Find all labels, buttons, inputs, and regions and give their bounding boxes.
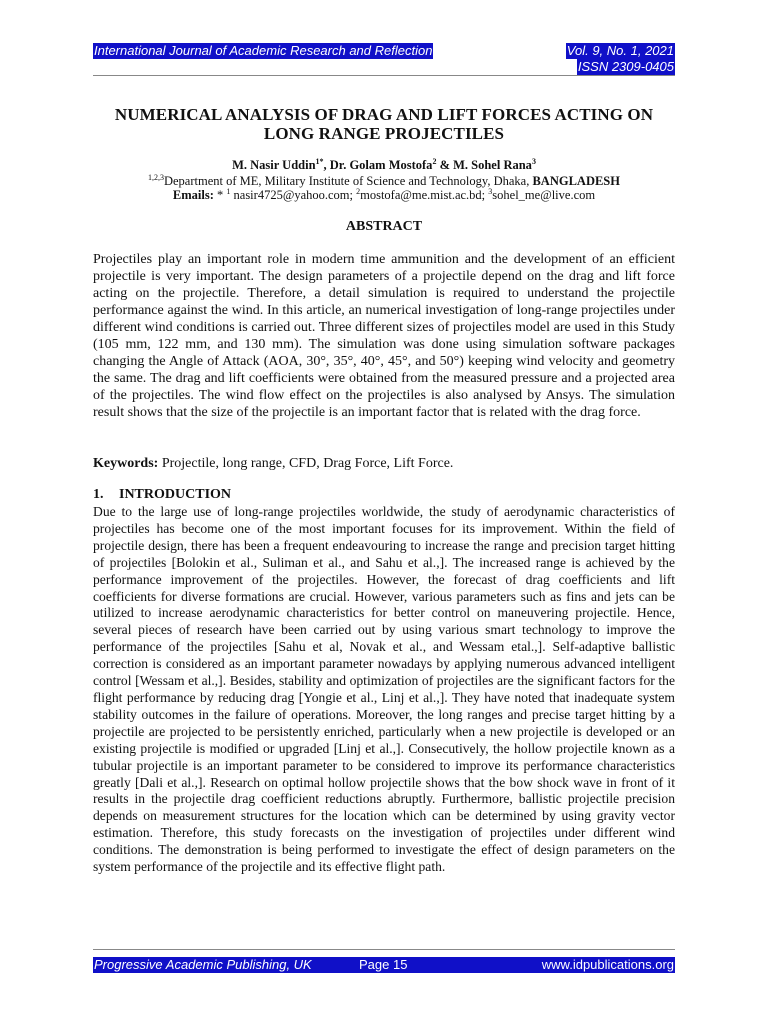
email-1-sup: 1 [226, 186, 231, 196]
header-rule [93, 75, 675, 76]
keywords [93, 455, 675, 472]
section-heading-introduction [93, 487, 231, 503]
keywords-label: Keywords: [93, 456, 159, 471]
emails-star: * [213, 188, 227, 202]
keywords-text: Projectile, long range, CFD, Drag Force, Lift Force. [158, 456, 454, 471]
author-2-sup: 2 [432, 156, 437, 166]
author-separator: , [323, 158, 330, 172]
abstract-heading: ABSTRACT [345, 219, 423, 234]
footer-url[interactable]: www.idpublications.org [541, 957, 674, 972]
affiliation-text: Department of ME, Military Institute of Science and Technology, Dhaka, [163, 174, 533, 188]
journal-name: International Journal of Academic Research and Reflection [94, 43, 433, 58]
volume-info: Vol. 9, No. 1, 2021 [566, 43, 674, 58]
author-separator: & [436, 158, 454, 172]
author-3-sup: 3 [531, 156, 536, 166]
footer-rule [93, 949, 675, 950]
author-2: Dr. Golam Mostofa [329, 158, 433, 172]
introduction-text: Due to the large use of long-range projectiles worldwide, the study of aerodynamic characteristics of projectiles has become one of the most important focuses for its improvement. Within the field of projectile design, there has been a frequent endeavouring to increase the range and precision target hitting of projectiles [Bolokin et al., Suliman et al., and Sahu et al.,]. The increased range is achieved by the performance improvement of the projectiles. However, the forecast of drag coefficients and lift coefficients for diverse formations are crucial. However, various parameters such as fins and jets can be utilized to increase aerodynamic characteristics for better control on maneuvering projectile. Hence, several pieces of research have been carried out by using various smart technology to improve the performance of the projectiles [Sahu et al, Novak et al., and Wessam etal.,]. Self-adaptive ballistic correction is considered as an important parameter nowadays by applying numerous advanced intelligent control [Wessam et al.,]. Besides, stability and optimization of projectiles are the significant factors for the flight performance by reducing drag [Yongie et al., Linj et al.,]. They have noted that inadequate system stability outcomes in the failure of operations. Moreover, the long ranges and precise target hitting by a projectile are projected to be persistently enriched, particularly when a new projectile is developed or an existing projectile is modified or upgraded [Linj et al.,]. Consecutively, the hollow projectile known as a tubular projectile is an important parameter to be considered to improve its performance characteristics greatly [Dali et al.,]. Research on optimal hollow projectile shows that the bow shock wave in front of it results in the projectile drag coefficient reductions abruptly. Furthermore, ballistic projectile precision depends on measurement structures for the location which can be determined by using gravity vector estimation. Therefore, this study forecasts on the investigation of projectiles under different wind conditions. The demonstration is being performed to investigate the effect of design parameters on the system performance of the projectile and its effective flight path. [93, 504, 675, 875]
issue-info [566, 43, 675, 75]
page-number: Page 15 [359, 957, 408, 972]
affiliation [93, 174, 675, 188]
author-1-sup: 1* [315, 156, 324, 166]
affiliation-sup: 1,2,3 [147, 172, 164, 182]
email-3[interactable]: sohel_me@live.com [492, 188, 596, 202]
abstract-text: Projectiles play an important role in modern time ammunition and the development of an efficient projectile is very important. The design parameters of a projectile depend on the drag and lift force acting on the projectile. Therefore, a detail simulation is required to understand the projectile performance against the wind. In this article, an numerical investigation of long-range projectiles under different wind conditions is carried out. Three different sizes of projectiles model are used in this Study (105 mm, 122 mm, and 130 mm). The simulation was done using simulation software packages changing the Angle of Attack (AOA, 30°, 35°, 40°, 45°, and 50°) keeping wind velocity and geometry the same. The drag and lift coefficients were obtained from the measured pressure and a projected area of the projectiles. The wind flow effect on the projectiles is also analysed by Ansys. The simulation result shows that the size of the projectile is an important factor that is related with the drag force. [93, 252, 675, 420]
email-3-sup: 3 [488, 186, 493, 196]
email-1[interactable]: nasir4725@yahoo.com; [230, 188, 357, 202]
paper-title: NUMERICAL ANALYSIS OF DRAG AND LIFT FORCES ACTING ON LONG RANGE PROJECTILES [114, 105, 654, 143]
section-number: 1. [93, 487, 104, 502]
emails [93, 188, 675, 202]
email-2-sup: 2 [356, 186, 361, 196]
affiliation-country: BANGLADESH [532, 174, 620, 188]
footer-publisher: Progressive Academic Publishing, UK [94, 957, 312, 972]
email-2[interactable]: mostofa@me.mist.ac.bd; [360, 188, 489, 202]
author-1: M. Nasir Uddin [232, 158, 316, 172]
footer-bar [93, 957, 675, 973]
author-list [93, 158, 675, 172]
emails-label: Emails: [172, 188, 214, 202]
section-title: INTRODUCTION [119, 487, 232, 502]
issn: ISSN 2309-0405 [577, 59, 674, 74]
author-3: M. Sohel Rana [453, 158, 532, 172]
